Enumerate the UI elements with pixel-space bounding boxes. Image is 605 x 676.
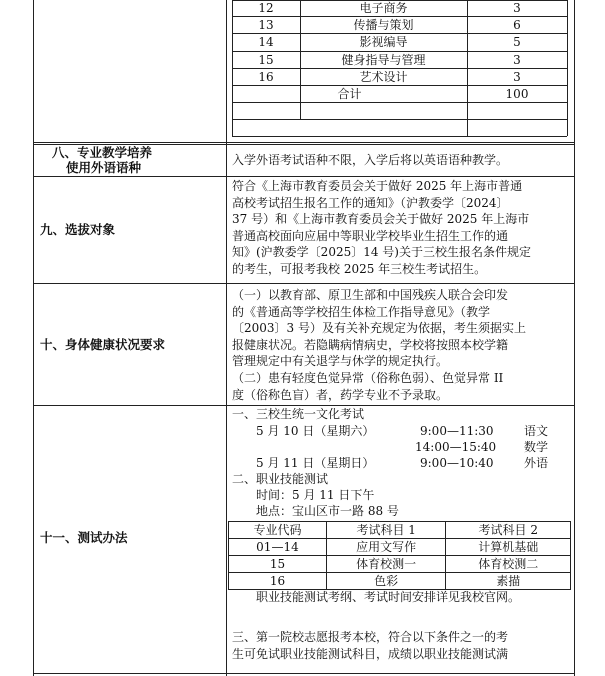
skill-test-table [228,521,571,590]
table-cell: 色彩 [326,573,446,590]
table-row [229,539,571,556]
row-number: 12 [258,1,274,15]
exam-time-3: 9:00—10:40 [420,456,494,470]
row-number: 16 [258,70,274,84]
exam-subject-1: 语文 [524,424,549,438]
table-header-cell: 考试科目 2 [446,522,571,539]
specialty-name: 电子商务 [359,1,408,15]
row-number: 15 [258,53,274,67]
outer-left-border [33,0,34,676]
table-cell: 计算机基础 [446,539,571,556]
specialty-name: 健身指导与管理 [341,53,426,67]
total-value: 100 [505,87,529,101]
table-header-cell: 考试科目 1 [326,522,446,539]
exam-subject-3: 外语 [524,456,549,470]
section-8-title-line1: 八、专业教学培养 [52,145,153,160]
table-row [229,522,571,539]
section-8-body: 入学外语考试语种不限，入学后将以英语语种教学。 [232,153,509,167]
exam-part-1: 一、三校生统一文化考试 [232,407,365,421]
table-cell: 15 [229,556,327,573]
table-row [229,556,571,573]
specialty-count: 3 [513,53,521,67]
column-divider [226,0,227,676]
exam-time-1: 9:00—11:30 [420,424,494,438]
specialty-name: 艺术设计 [359,70,408,84]
exam-day-1: 5 月 10 日（星期六） [256,424,375,438]
section-separator [33,176,574,177]
section-10-title: 十、身体健康状况要求 [40,337,166,352]
bottom-border [33,673,574,674]
table-row [229,573,571,590]
exam-time-2: 14:00—15:40 [415,440,497,454]
table-cell: 应用文写作 [326,539,446,556]
exam-day-2: 5 月 11 日（星期日） [256,456,375,470]
table-cell: 素描 [446,573,571,590]
table-cell: 01—14 [229,539,327,556]
section-11-title: 十一、测试办法 [40,530,128,545]
section-9-title: 九、选拔对象 [40,222,116,237]
specialty-count: 5 [513,35,521,49]
section-9-body: 符合《上海市教育委员会关于做好 2025 年上海市普通 高校考试招生报名工作的通知》（沪教委学〔2024〕 37 号）和《上海市教育委员会关于做好 2025 年上海市 普通高校面向应届中等职业学校毕业生招生工作的通 知》(沪教委学〔2025〕14 号)关于三校生报名条件规定 的考生，可报考我校 2025 年三校生考试招生。 [232,179,531,276]
specialty-count: 3 [513,70,521,84]
table-header-cell: 专业代码 [229,522,327,539]
section-separator [33,405,574,406]
skill-test-note: 职业技能测试考纲、考试时间安排详见我校官网。 [256,590,521,604]
section-10-body: （一）以教育部、原卫生部和中国残疾人联合会印发 的《普通高等学校招生体检工作指导意见》（教学 〔2003〕3 号）及有关补充规定为依据，考生须据实上 报健康状况。若隐瞒病情病史，学校将按照本校学籍 管理规定中有关退学与休学的规定执行。 （二）患有轻度色觉异常（俗称色弱）、色觉异常 II 度（俗称色盲）者，药学专业不予录取。 [232,288,526,402]
exam-part-3-line2: 生可免试职业技能测试科目，成绩以职业技能测试满 [232,647,509,661]
exam-time-line: 时间：5 月 11 日下午 [256,488,375,502]
section-separator [33,142,574,143]
row-number: 14 [258,35,274,49]
row-number: 13 [258,18,274,32]
table-cell: 体育校测一 [326,556,446,573]
specialty-count: 3 [513,1,521,15]
specialty-name: 传播与策划 [353,18,414,32]
specialty-count: 6 [513,18,521,32]
exam-place-line: 地点：宝山区市一路 88 号 [256,504,399,518]
section-separator [33,283,574,284]
table-cell: 16 [229,573,327,590]
outer-right-border [574,0,575,676]
section-8-title-line2: 使用外语语种 [66,160,142,175]
exam-part-3-line1: 三、第一院校志愿报考本校，符合以下条件之一的考 [232,630,509,644]
exam-subject-2: 数学 [524,440,549,454]
specialty-name: 影视编导 [359,35,408,49]
table-cell: 体育校测二 [446,556,571,573]
total-label: 合计 [337,87,362,101]
exam-part-2: 二、职业技能测试 [232,472,329,486]
